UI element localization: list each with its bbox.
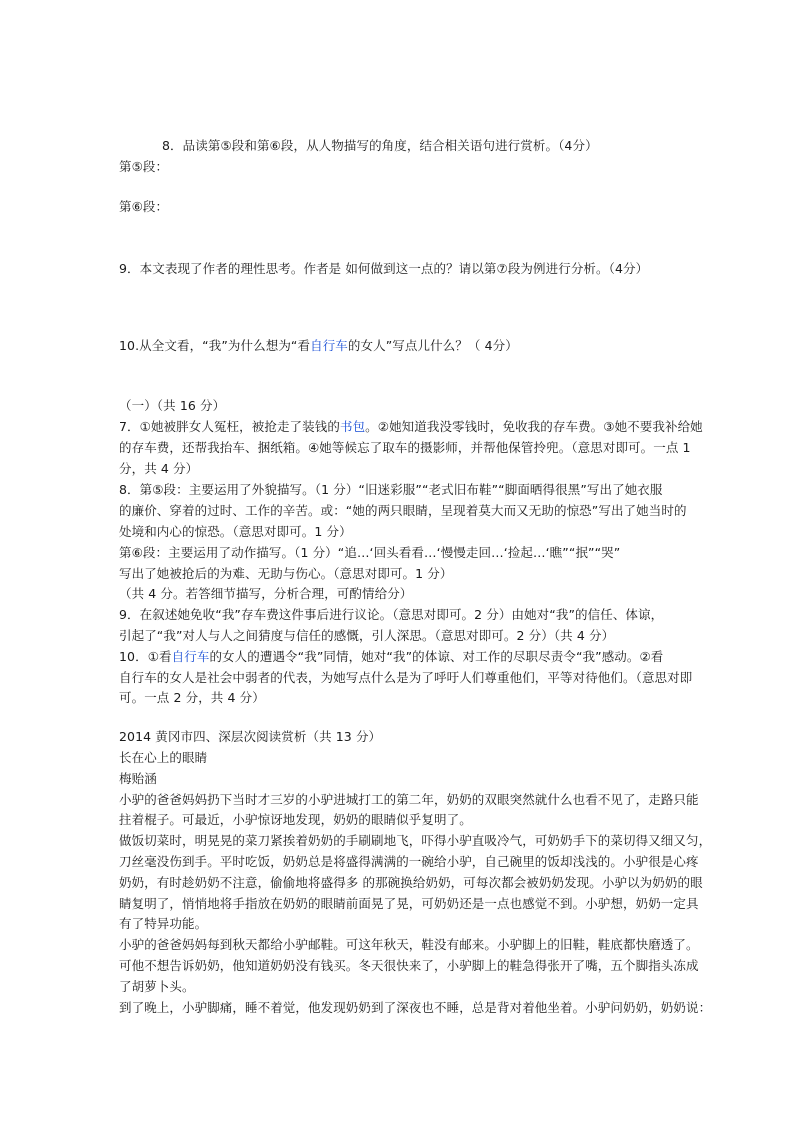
answer-8-line-5: 写出了她被抢后的为难、无助与伤心。（意思对即可。1 分） [119,566,453,581]
answer-8-line-4: 第⑥段：主要运用了动作描写。（1 分）“追…‘回头看看…‘慢慢走回…‘捡起…‘瞧”“抿”“哭” [119,545,621,560]
answer-10-text-pre: 10．①看 [119,649,172,664]
question-8: 8．品读第⑤段和第⑥段，从人物描写的角度，结合相关语句进行赏析。（4分） [162,138,598,153]
bicycle-link[interactable]: 自行车 [310,338,348,353]
question-10-text-pre: 10.从全文看，“我”为什么想为“看 [119,338,311,353]
schoolbag-link[interactable]: 书包 [339,419,366,434]
passage-p2-line-5: 有了特异功能。 [119,916,208,931]
answer-9-line-1: 9．在叙述她免收“我”存车费这件事后进行议论。（意思对即可。2 分）由她对“我”的信任、体谅， [119,607,664,622]
answer-7-text-post: 。②她知道我没零钱时，免收我的存车费。③她不要我补给她 [365,419,703,434]
bicycle-link-2[interactable]: 自行车 [171,649,210,664]
answers-header: （一）（共 16 分） [119,398,226,413]
passage-p3-line-1: 小驴的爸爸妈妈每到秋天都给小驴邮鞋。可这年秋天，鞋没有邮来。小驴脚上的旧鞋，鞋底都快磨透了。 [119,937,699,952]
answer-10-line-2: 自行车的女人是社会中弱者的代表，为她写点什么是为了呼吁人们尊重他们，平等对待他们。（意思对即 [119,670,693,685]
answer-8-line-6: （共 4 分。若答细节描写，分析合理，可酌情给分） [119,586,413,601]
question-10-text-post: 的女人”写点儿什么？（ 4分） [347,338,518,353]
answer-10-text-post: 的女人的遭遇令“我”同情，她对“我”的体谅、对工作的尽职尽责令“我”感动。②看 [209,649,664,664]
question-10 [119,338,518,354]
question-9: 9．本文表现了作者的理性思考。作者是 如何做到这一点的？请以第⑦段为例进行分析。（4分） [119,261,649,276]
question-8-para5-label: 第⑤段： [119,159,169,174]
answer-10-line-3: 可。一点 2 分，共 4 分） [119,690,265,705]
question-8-para6-label: 第⑥段： [119,199,169,214]
answer-8-line-1: 8．第⑤段：主要运用了外貌描写。（1 分）“旧迷彩服”“老式旧布鞋”“脚面晒得很黑”写出了她衣服 [119,482,663,497]
passage-p2-line-1: 做饭切菜时，明晃晃的菜刀紧挨着奶奶的手刷刷地飞，吓得小驴直吸冷气，可奶奶手下的菜切得又细又匀， [119,833,712,848]
passage-source: 2014 黄冈市四、深层次阅读赏析（共 13 分） [119,729,382,744]
passage-author: 梅贻涵 [119,771,157,786]
passage-p4-line-1: 到了晚上，小驴脚痛，睡不着觉，他发现奶奶到了深夜也不睡，总是背对着他坐着。小驴问奶奶，奶奶说： [119,1000,712,1015]
answer-8-line-3: 处境和内心的惊恐。（意思对即可。1 分） [119,524,352,539]
answer-7-text-pre: 7．①她被胖女人冤枉，被抢走了装钱的 [119,419,340,434]
answer-7-line-1 [119,419,703,435]
passage-p1-line-2: 拄着棍子。可最近，小驴惊讶地发现，奶奶的眼睛似乎复明了。 [119,812,472,827]
passage-p2-line-2: 刀丝毫没伤到手。平时吃饭，奶奶总是将盛得满满的一碗给小驴，自己碗里的饭却浅浅的。小驴很是心疼 [119,854,699,869]
passage-p3-line-2: 可他不想告诉奶奶，他知道奶奶没有钱买。冬天很快来了，小驴脚上的鞋急得张开了嘴，五个脚指头冻成 [119,958,699,973]
passage-p2-line-3: 奶奶，有时趁奶奶不注意，偷偷地将盛得多 的那碗换给奶奶，可每次都会被奶奶发现。小驴以为奶奶的眼 [119,875,703,890]
answer-9-line-2: 引起了“我”对人与人之间猜度与信任的感慨，引人深思。（意思对即可。2 分）（共 4 分） [119,628,615,643]
passage-title: 长在心上的眼睛 [119,750,208,765]
passage-p1-line-1: 小驴的爸爸妈妈扔下当时才三岁的小驴进城打工的第二年，奶奶的双眼突然就什么也看不见了，走路只能 [119,792,699,807]
answer-7-line-2: 的存车费，还帮我抬车、捆纸箱。④她等候忘了取车的摄影师，并帮他保管拎兜。（意思对即可。一点 1 [119,440,691,455]
answer-7-line-3: 分，共 4 分） [119,461,199,476]
passage-p3-line-3: 了胡萝卜头。 [119,979,195,994]
answer-8-line-2: 的廉价、穿着的过时、工作的辛苦。或：“她的两只眼睛，呈现着莫大而又无助的惊恐”写出了她当时的 [119,503,687,518]
passage-p2-line-4: 睛复明了，悄悄地将手指放在奶奶的眼睛前面晃了晃，可奶奶还是一点也感觉不到。小驴想，奶奶一定具 [119,896,699,911]
answer-10-line-1 [119,649,663,665]
